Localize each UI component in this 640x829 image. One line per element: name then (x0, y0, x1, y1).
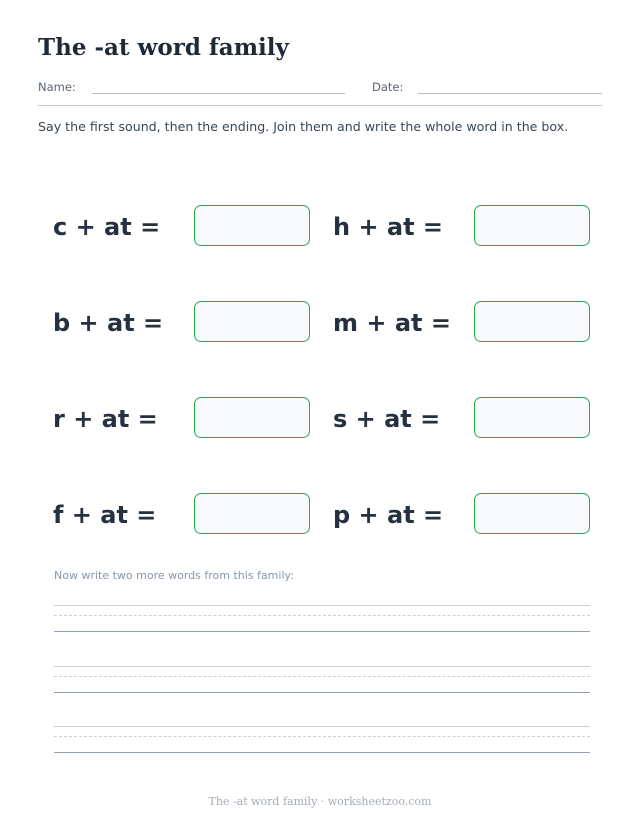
writing-line-3-mid (54, 736, 590, 737)
writing-line-1-base[interactable] (54, 631, 590, 632)
writing-prompt: Now write two more words from this family: (54, 569, 294, 582)
equation-4: m + at = (333, 309, 451, 337)
instructions-text: Say the first sound, then the ending. Join them and write the whole word in the box. (38, 119, 569, 134)
date-label: Date: (372, 80, 404, 94)
answer-box-3[interactable] (194, 301, 310, 342)
header-divider (38, 105, 602, 106)
answer-box-7[interactable] (194, 493, 310, 534)
writing-line-2-mid (54, 676, 590, 677)
writing-line-3-top (54, 726, 590, 727)
equation-1: c + at = (53, 213, 161, 241)
answer-box-6[interactable] (474, 397, 590, 438)
name-label: Name: (38, 80, 76, 94)
writing-line-1-top (54, 605, 590, 606)
answer-box-2[interactable] (474, 205, 590, 246)
writing-line-2-top (54, 666, 590, 667)
answer-box-4[interactable] (474, 301, 590, 342)
name-field[interactable] (92, 93, 345, 94)
answer-box-5[interactable] (194, 397, 310, 438)
date-field[interactable] (418, 93, 602, 94)
equation-6: s + at = (333, 405, 441, 433)
page-title: The -at word family (38, 34, 289, 61)
equation-3: b + at = (53, 309, 164, 337)
answer-box-8[interactable] (474, 493, 590, 534)
equation-8: p + at = (333, 501, 444, 529)
writing-line-2-base[interactable] (54, 692, 590, 693)
equation-5: r + at = (53, 405, 158, 433)
equation-7: f + at = (53, 501, 157, 529)
writing-line-1-mid (54, 615, 590, 616)
page-footer: The -at word family · worksheetzoo.com (208, 795, 432, 808)
answer-box-1[interactable] (194, 205, 310, 246)
equation-2: h + at = (333, 213, 444, 241)
writing-line-3-base[interactable] (54, 752, 590, 753)
